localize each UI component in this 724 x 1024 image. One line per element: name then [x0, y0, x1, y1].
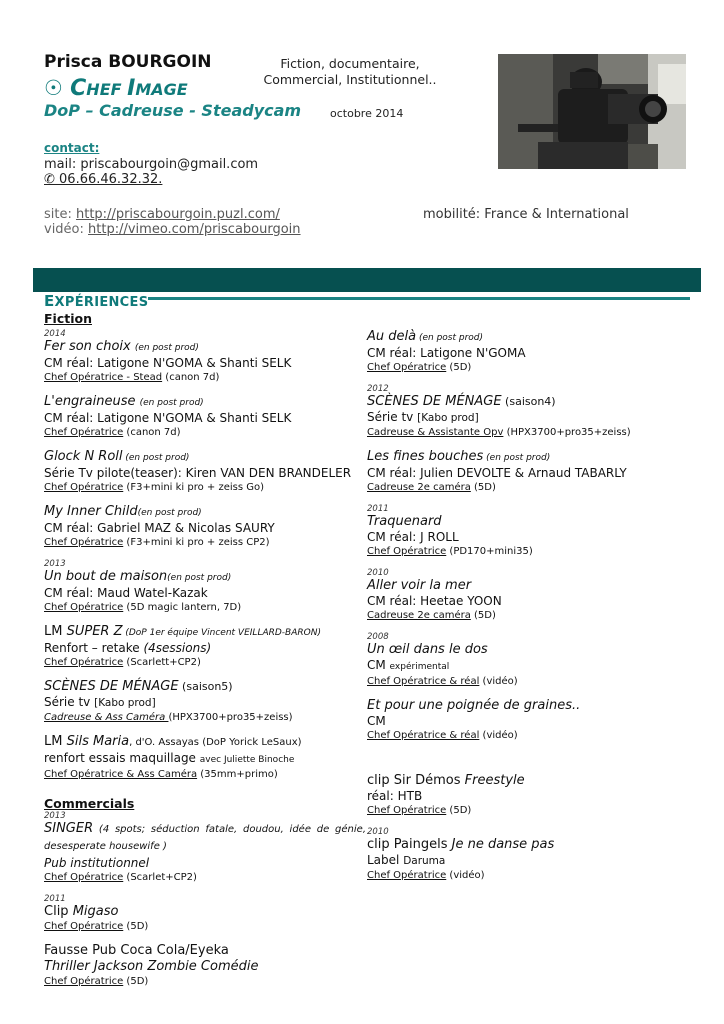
fiction-heading: Fiction — [44, 311, 92, 326]
experience-entry: LM SUPER Z (DoP 1er équipe Vincent VEILLARD-BARON) Renfort – retake (4sessions) Chef Opératrice (Scarlett+CP2) — [44, 624, 321, 668]
experience-entry: Fausse Pub Coca Cola/Eyeka Thriller Jackson Zombie Comédie Chef Opératrice (5D) — [44, 943, 259, 987]
section-band — [33, 268, 701, 292]
video-link[interactable]: http://vimeo.com/priscabourgoin — [88, 222, 301, 237]
right-column — [367, 329, 689, 892]
heading-rule — [148, 297, 690, 300]
experience-entry: My Inner Child(en post prod) CM réal: Gabriel MAZ & Nicolas SAURY Chef Opératrice (F3+mini ki pro + zeiss CP2) — [44, 504, 275, 548]
camera-operator-image — [498, 54, 686, 169]
job-subtitle: DoP – Cadreuse - Steadycam — [44, 101, 302, 120]
genres: Fiction, documentaire, Commercial, Institutionnel.. — [263, 56, 437, 87]
experience-entry: Les fines bouches (en post prod) CM réal: Julien DEVOLTE & Arnaud TABARLY Cadreuse 2e caméra (5D) — [367, 449, 627, 493]
web-links: site: http://priscabourgoin.puzl.com/ vidéo: http://vimeo.com/priscabourgoin — [44, 207, 301, 237]
experience-entry: 2010 clip Paingels Je ne danse pas Label Daruma Chef Opératrice (vidéo) — [367, 827, 555, 881]
experience-entry: Glock N Roll (en post prod) Série Tv pilote(teaser): Kiren VAN DEN BRANDELER Chef Opératrice (F3+mini ki pro + zeiss Go) — [44, 449, 352, 493]
experience-entry: 2011 Clip Migaso Chef Opératrice (5D) — [44, 894, 149, 932]
mobility: mobilité: France & International — [423, 207, 629, 222]
experience-entry: 2011 Traquenard CM réal: J ROLL Chef Opératrice (PD170+mini35) — [367, 504, 533, 557]
experience-entry: SCÈNES DE MÉNAGE (saison5) Série tv [Kabo prod] Cadreuse & Ass Caméra (HPX3700+pro35+zeiss) — [44, 679, 293, 723]
experience-entry: LM Sils Maria, d'O. Assayas (DoP Yorick LeSaux) renfort essais maquillage avec Juliette Binoche Chef Opératrice & Ass Caméra (35mm+primo) — [44, 734, 302, 780]
contact-heading: contact: — [44, 141, 100, 155]
experience-entry: 2010 Aller voir la mer CM réal: Heetae YOON Cadreuse 2e caméra (5D) — [367, 568, 502, 621]
camera-icon: ☉ — [44, 76, 63, 100]
person-name: Prisca BOURGOIN — [44, 52, 212, 72]
job-title: ☉ CHEF IMAGE — [44, 76, 188, 101]
experiences-heading: EXPÉRIENCES — [44, 292, 149, 310]
experience-entry: L'engraineuse (en post prod) CM réal: Latigone N'GOMA & Shanti SELK Chef Opératrice (canon 7d) — [44, 394, 292, 438]
experience-entry: 2012 SCÈNES DE MÉNAGE (saison4) Série tv [Kabo prod] Cadreuse & Assistante Opv (HPX3700+pro35+zeiss) — [367, 384, 631, 438]
email-address[interactable]: mail: priscabourgoin@gmail.com — [44, 157, 259, 172]
experience-entry: 2008 Un œil dans le dos CM expérimental Chef Opératrice & réal (vidéo) — [367, 632, 518, 687]
experience-entry: 2013 Un bout de maison(en post prod) CM réal: Maud Watel-Kazak Chef Opératrice (5D magic lantern, 7D) — [44, 559, 242, 613]
commercials-heading: Commercials — [44, 796, 135, 811]
profile-photo — [498, 54, 686, 169]
experience-entry: Au delà (en post prod) CM réal: Latigone N'GOMA Chef Opératrice (5D) — [367, 329, 526, 373]
experience-entry: clip Sir Démos Freestyle réal: HTB Chef Opératrice (5D) — [367, 773, 525, 816]
phone-number[interactable]: ✆ 06.66.46.32.32. — [44, 172, 163, 187]
experience-entry: Et pour une poignée de graines.. CM Chef Opératrice & réal (vidéo) — [367, 698, 581, 741]
site-link[interactable]: http://priscabourgoin.puzl.com/ — [76, 207, 280, 222]
left-column — [44, 311, 366, 998]
experience-entry: 2014 Fer son choix (en post prod) CM réal: Latigone N'GOMA & Shanti SELK Chef Opératrice - Stead (canon 7d) — [44, 329, 292, 383]
cv-date: octobre 2014 — [330, 107, 404, 120]
experience-entry: 2013 SINGER (4 spots; séduction fatale, doudou, idée de génie, desesperate housewife ) Pub institutionnel Chef Opératrice (Scarlet+CP2) — [44, 811, 366, 883]
